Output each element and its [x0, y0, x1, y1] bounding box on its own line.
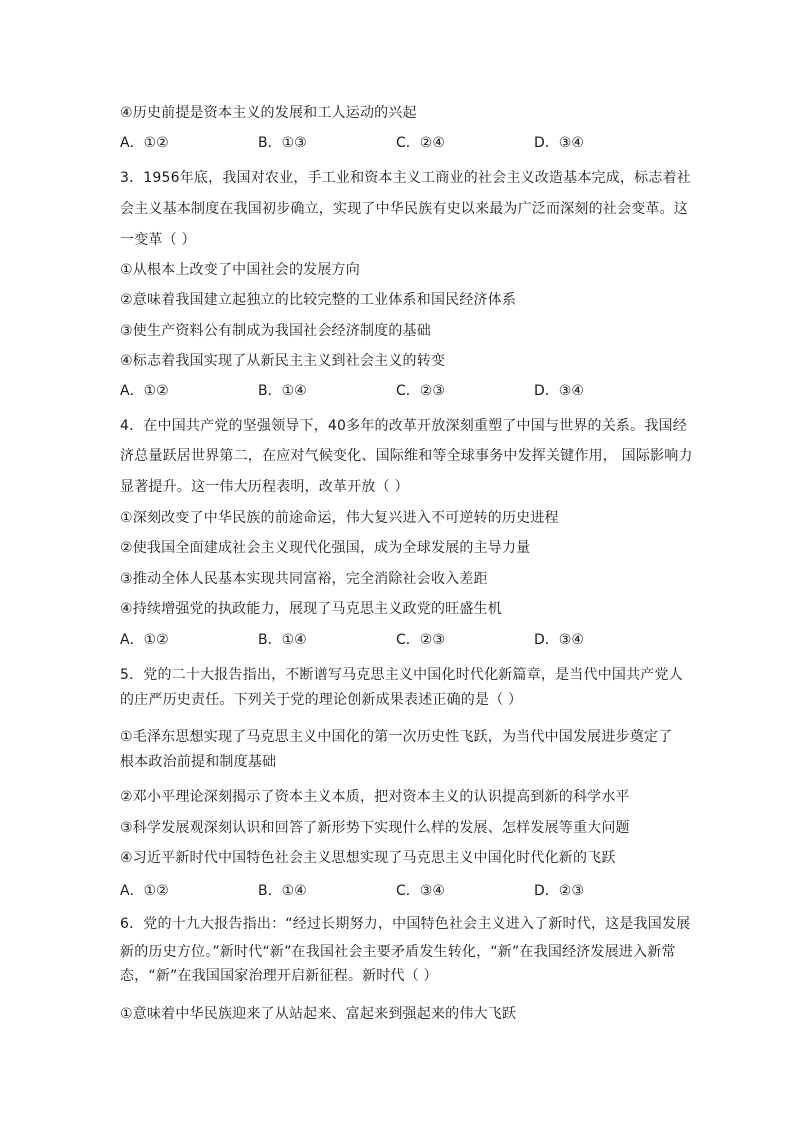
q2-statement-4: ④历史前提是资本主义的发展和工人运动的兴起 [120, 105, 417, 121]
q5-statement-2: ②邓小平理论深刻揭示了资本主义本质，把对资本主义的认识提高到新的科学水平 [120, 789, 630, 805]
q3-stem-line-2: 会主义基本制度在我国初步确立，实现了中华民族有史以来最为广泛而深刻的社会变革。这 [120, 201, 688, 217]
q4-option-c: C．②③ [396, 632, 445, 648]
q6-stem-line-2: 新的历史方位。”新时代“新”在我国社会主要矛盾发生转化，“新”在我国经济发展进入新常 [120, 944, 676, 960]
q4-options [120, 630, 680, 650]
q3-statement-3: ③使生产资料公有制成为我国社会经济制度的基础 [120, 323, 431, 339]
q3-stem-line-1: 3．1956年底，我国对农业，手工业和资本主义工商业的社会主义改造基本完成，标志着社 [120, 170, 691, 186]
q5-option-b: B．①④ [258, 883, 307, 899]
q4-statement-1: ①深刻改变了中华民族的前途命运，伟大复兴进入不可逆转的历史进程 [120, 510, 559, 526]
q4-statement-2: ②使我国全面建成社会主义现代化强国，成为全球发展的主导力量 [120, 540, 531, 556]
q5-statement-1-line-2: 根本政治前提和制度基础 [120, 754, 277, 770]
q6-stem-line-3: 态，“新”在我国国家治理开启新征程。新时代（ ） [120, 968, 438, 984]
q5-stem-line-2: 的庄严历史责任。下列关于党的理论创新成果表述正确的是（ ） [120, 692, 523, 708]
q4-option-b: B．①④ [258, 632, 307, 648]
q3-option-c: C．②③ [396, 383, 445, 399]
q4-stem-line-2: 济总量跃居世界第二，在应对气候变化、国际维和等全球事务中发挥关键作用， 国际影响力 [120, 448, 693, 464]
q2-options [120, 133, 680, 153]
q5-statement-3: ③科学发展观深刻认识和回答了新形势下实现什么样的发展、怎样发展等重大问题 [120, 820, 630, 836]
q3-statement-1: ①从根本上改变了中国社会的发展方向 [120, 262, 360, 278]
q4-option-a: A．①② [120, 632, 169, 648]
q3-option-d: D．③④ [534, 383, 584, 399]
q3-statement-2: ②意味着我国建立起独立的比较完整的工业体系和国民经济体系 [120, 292, 517, 308]
q4-statement-4: ④持续增强党的执政能力，展现了马克思主义政党的旺盛生机 [120, 601, 502, 617]
q2-option-a: A．①② [120, 135, 169, 151]
q2-option-c: C．②④ [396, 135, 445, 151]
q2-option-d: D．③④ [534, 135, 584, 151]
q3-option-b: B．①④ [258, 383, 307, 399]
q3-statement-4: ④标志着我国实现了从新民主主义到社会主义的转变 [120, 353, 446, 369]
q5-stem-line-1: 5．党的二十大报告指出，不断谱写马克思主义中国化时代化新篇章，是当代中国共产党人 [120, 667, 683, 683]
q5-statement-1-line-1: ①毛泽东思想实现了马克思主义中国化的第一次历史性飞跃，为当代中国发展进步奠定了 [120, 729, 673, 745]
q6-stem-line-1: 6．党的十九大报告指出：“经过长期努力，中国特色社会主义进入了新时代，这是我国发展 [120, 916, 691, 932]
q4-stem-line-1: 4．在中国共产党的坚强领导下，40多年的改革开放深刻重塑了中国与世界的关系。我国经 [120, 418, 687, 434]
q2-option-b: B．①③ [258, 135, 307, 151]
q5-options [120, 881, 680, 901]
q5-option-d: D．②③ [534, 883, 584, 899]
q4-stem-line-3: 显著提升。这一伟大历程表明，改革开放（ ） [120, 479, 409, 495]
q5-option-a: A．①② [120, 883, 169, 899]
q6-statement-1: ①意味着中华民族迎来了从站起来、富起来到强起来的伟大飞跃 [120, 1006, 517, 1022]
q5-statement-4: ④习近平新时代中国特色社会主义思想实现了马克思主义中国化时代化新的飞跃 [120, 850, 616, 866]
q4-option-d: D．③④ [534, 632, 584, 648]
q3-option-a: A．①② [120, 383, 169, 399]
q3-options [120, 381, 680, 401]
q3-stem-line-3: 一变革（ ） [120, 232, 196, 248]
q5-option-c: C．③④ [396, 883, 445, 899]
q4-statement-3: ③推动全体人民基本实现共同富裕，完全消除社会收入差距 [120, 571, 488, 587]
